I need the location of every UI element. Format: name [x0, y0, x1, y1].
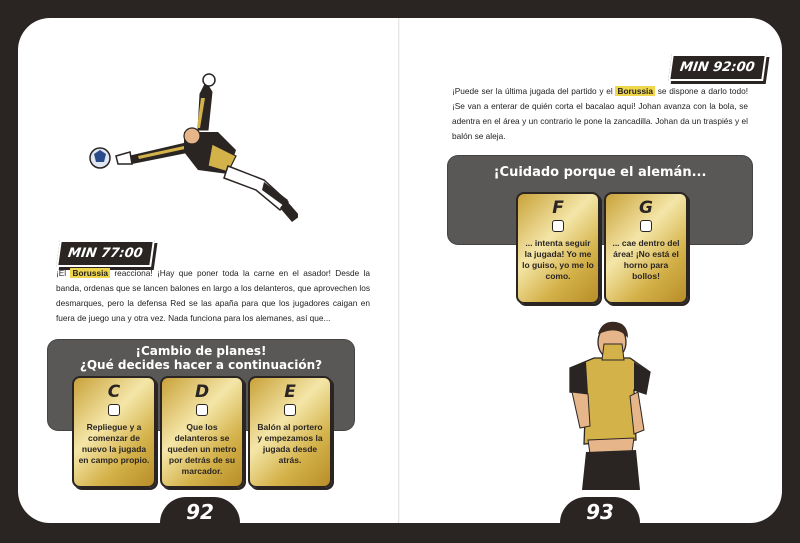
right-page [400, 18, 782, 523]
card-letter: F [552, 198, 564, 218]
choice-title [48, 344, 354, 372]
narrative-text [452, 84, 748, 144]
choice-panel [448, 156, 752, 244]
checkbox[interactable] [640, 220, 652, 232]
checkbox[interactable] [196, 404, 208, 416]
checkbox[interactable] [108, 404, 120, 416]
page-number: 92 [160, 497, 240, 523]
choice-card-f[interactable] [516, 192, 600, 304]
text-after: se dispone a darlo todo! ¡Se van a enterar de quién corta el bacalao aquí! Johan avanza con la bola, se adentra en el área y un contrario le pone la zancadilla. Johan da un traspiés y el balón se aleja. [452, 86, 749, 141]
text-before: ¡Puede ser la última jugada del partido y el [452, 86, 616, 96]
page-number: 93 [560, 497, 640, 523]
choice-title-line1: ¡Cambio de planes! [135, 344, 267, 358]
card-letter: C [107, 382, 121, 402]
left-page [18, 18, 400, 523]
team-highlight: Borussia [617, 86, 653, 96]
card-text: ... intenta seguir la jugada! Yo me lo guiso, yo me lo como. [522, 238, 594, 281]
choice-card-c[interactable] [72, 376, 156, 488]
checkbox[interactable] [552, 220, 564, 232]
choice-card-g[interactable] [604, 192, 688, 304]
text-before: ¡El [56, 268, 71, 278]
minute-badge: MIN 92:00 [668, 54, 766, 81]
player-illustration [550, 318, 660, 490]
narrative-text [56, 266, 370, 326]
choice-card-e[interactable] [248, 376, 332, 488]
card-letter: G [639, 198, 653, 218]
card-letter: E [284, 382, 296, 402]
text-after: reacciona! ¡Hay que poner toda la carne en el asador! Desde la banda, ordenas que se lancen balones en largo a los delanteros, que aprovechen los desmarques, pero la defensa Red se las apaña para que los jugadores caigan en fuera de juego una y otra vez. Nada funciona para los alemanes, así que... [56, 268, 371, 323]
choice-title: ¡Cuidado porque el alemán... [493, 165, 707, 180]
checkbox[interactable] [284, 404, 296, 416]
card-text: ... cae dentro del área! ¡No está el horno para bollos! [612, 238, 680, 281]
goalkeeper-illustration [88, 70, 298, 240]
card-text: Repliegue y a comenzar de nuevo la jugada en campo propio. [78, 422, 150, 465]
card-text: Que los delanteros se queden un metro por detrás de su marcador. [167, 422, 237, 476]
card-letter: D [194, 382, 210, 402]
card-text: Balón al portero y empezamos la jugada desde atrás. [257, 422, 323, 465]
minute-badge: MIN 77:00 [56, 240, 154, 267]
choice-title-line2: ¿Qué decides hacer a continuación? [79, 358, 323, 372]
choice-card-d[interactable] [160, 376, 244, 488]
team-highlight: Borussia [72, 268, 108, 278]
